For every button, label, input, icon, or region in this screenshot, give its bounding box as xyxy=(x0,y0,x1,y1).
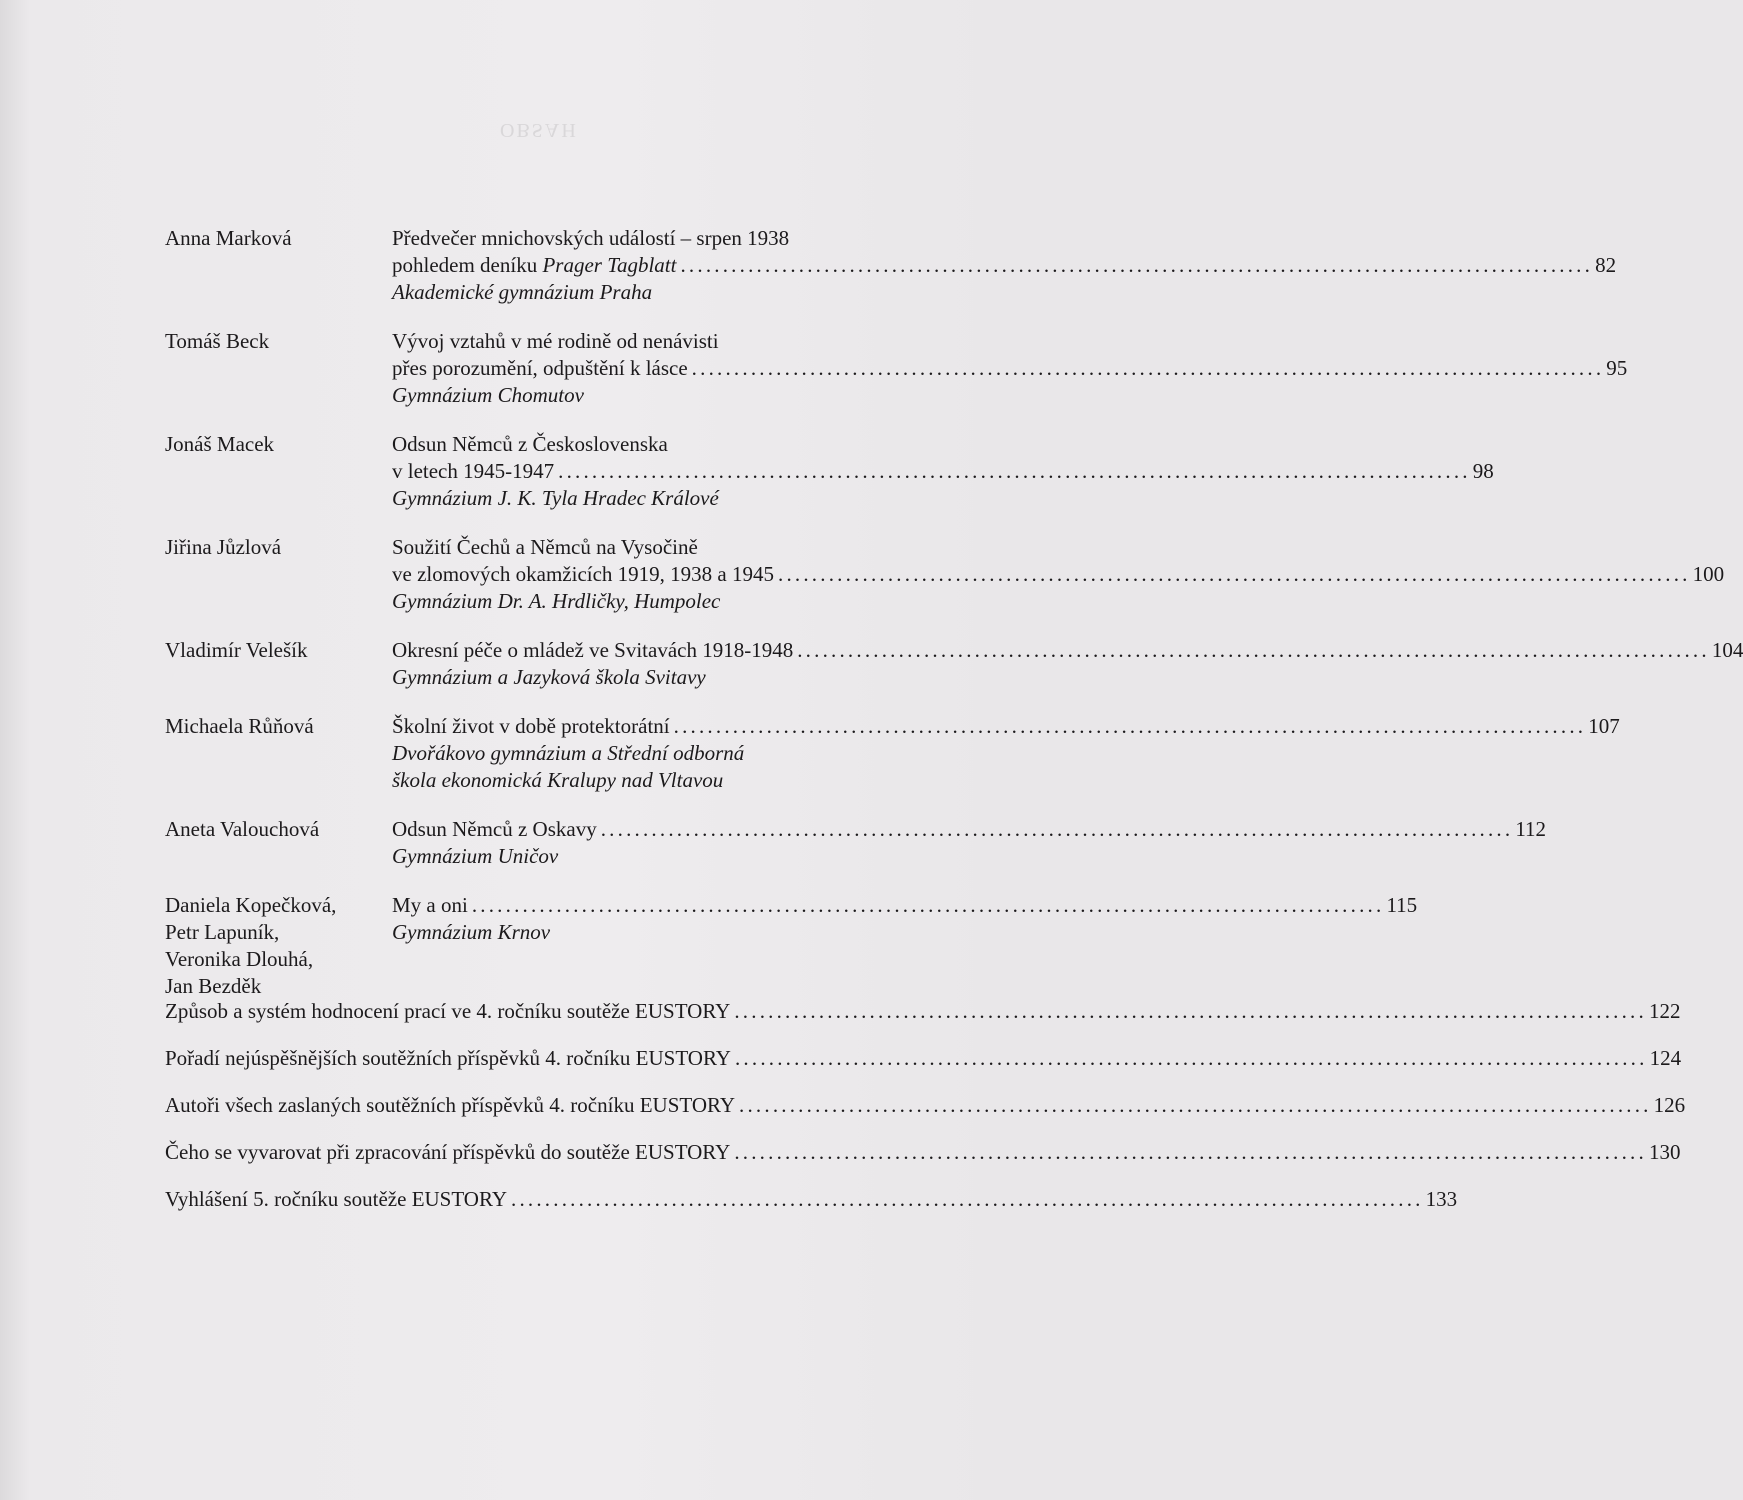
work-title-line xyxy=(392,816,1547,843)
page-number: 115 xyxy=(1386,893,1418,917)
author-name: Aneta Valouchová xyxy=(165,817,320,841)
entry-authors xyxy=(165,534,390,561)
toc-entry xyxy=(165,431,1494,512)
work-title: Školní život v době protektorátní xyxy=(392,714,670,738)
dot-leader: ............................................................................................................ xyxy=(739,1093,1652,1117)
general-list xyxy=(165,998,1686,1213)
work-title-line xyxy=(392,892,1418,919)
work-title: Okresní péče o mládež ve Svitavách 1918-1948 xyxy=(392,638,794,662)
general-title: Autoři všech zaslaných soutěžních příspěvků 4. ročníku EUSTORY xyxy=(165,1093,736,1117)
page-number: 82 xyxy=(1595,253,1617,277)
toc-entry xyxy=(165,713,1620,794)
dot-leader: ............................................................................................................ xyxy=(734,1046,1648,1070)
entry-authors xyxy=(165,328,390,355)
dot-leader: ............................................................................................................ xyxy=(778,562,1691,586)
work-title-line xyxy=(392,561,1725,588)
entry-authors xyxy=(165,892,390,1000)
entry-work xyxy=(392,816,1547,870)
page-number: 124 xyxy=(1649,1046,1682,1070)
page-number: 95 xyxy=(1606,356,1628,380)
toc-entry xyxy=(165,892,1418,998)
entry-work xyxy=(392,892,1418,946)
table-of-contents xyxy=(165,225,1743,1233)
bleed-through-heading: OBSAH xyxy=(500,119,578,141)
work-title: My a oni xyxy=(392,893,468,917)
school-name: Gymnázium Dr. A. Hrdličky, Humpolec xyxy=(392,589,721,613)
toc-entry xyxy=(165,534,1725,615)
dot-leader: ............................................................................................................ xyxy=(511,1187,1424,1211)
dot-leader: ............................................................................................................ xyxy=(691,356,1605,380)
dot-leader: ............................................................................................................ xyxy=(471,893,1385,917)
entry-authors xyxy=(165,816,390,843)
general-entry xyxy=(165,1186,1458,1213)
toc-entry xyxy=(165,328,1628,409)
entry-work xyxy=(392,328,1628,409)
work-title-line: Předvečer mnichovských událostí – srpen 1938 xyxy=(392,226,790,250)
page-number: 100 xyxy=(1692,562,1725,586)
page-number: 112 xyxy=(1515,817,1547,841)
toc-entry xyxy=(165,816,1547,870)
dot-leader: ............................................................................................................ xyxy=(734,1140,1647,1164)
general-title: Způsob a systém hodnocení prací ve 4. ročníku soutěže EUSTORY xyxy=(165,999,731,1023)
author-name: Jan Bezděk xyxy=(165,974,262,998)
dot-leader: ............................................................................................................ xyxy=(734,999,1647,1023)
page-number: 104 xyxy=(1711,638,1743,662)
work-title-line xyxy=(392,713,1620,740)
author-name: Anna Marková xyxy=(165,226,292,250)
entry-authors xyxy=(165,637,390,664)
work-title: v letech 1945-1947 xyxy=(392,459,555,483)
general-entry xyxy=(165,998,1681,1025)
school-name: Gymnázium J. K. Tyla Hradec Králové xyxy=(392,486,719,510)
general-entry xyxy=(165,1045,1682,1072)
dot-leader: ............................................................................................................ xyxy=(797,638,1710,662)
page-number: 126 xyxy=(1653,1093,1686,1117)
toc-entry xyxy=(165,637,1743,691)
work-title-line xyxy=(392,355,1628,382)
entry-work xyxy=(392,225,1617,306)
author-name: Michaela Růňová xyxy=(165,714,314,738)
work-title: přes porozumění, odpuštění k lásce xyxy=(392,356,688,380)
author-name: Tomáš Beck xyxy=(165,329,270,353)
work-title: Odsun Němců z Oskavy xyxy=(392,817,597,841)
author-name: Petr Lapuník, xyxy=(165,920,280,944)
school-name: Gymnázium Chomutov xyxy=(392,383,584,407)
work-title-line: Soužití Čechů a Němců na Vysočině xyxy=(392,535,698,559)
work-title-line xyxy=(392,458,1494,485)
newspaper-title: Prager Tagblatt xyxy=(542,253,677,277)
work-title-line: Odsun Němců z Československa xyxy=(392,432,668,456)
page-number: 107 xyxy=(1588,714,1620,738)
toc-entry xyxy=(165,225,1617,306)
page-number: 98 xyxy=(1472,459,1494,483)
general-title: Čeho se vyvarovat při zpracování příspěvků do soutěže EUSTORY xyxy=(165,1140,731,1164)
dot-leader: ............................................................................................................ xyxy=(558,459,1471,483)
entry-work xyxy=(392,534,1725,615)
author-name: Daniela Kopečková, xyxy=(165,893,337,917)
author-name: Veronika Dlouhá, xyxy=(165,947,314,971)
school-name: Gymnázium a Jazyková škola Svitavy xyxy=(392,665,706,689)
page-number: 133 xyxy=(1425,1187,1458,1211)
dot-leader: ............................................................................................................ xyxy=(600,817,1514,841)
general-title: Pořadí nejúspěšnějších soutěžních příspěvků 4. ročníku EUSTORY xyxy=(165,1046,731,1070)
work-title: pohledem deníku Prager Tagblatt xyxy=(392,253,677,277)
dot-leader: ............................................................................................................ xyxy=(673,714,1587,738)
page-number: 130 xyxy=(1648,1140,1681,1164)
work-title-line: Vývoj vztahů v mé rodině od nenávisti xyxy=(392,329,719,353)
entry-authors xyxy=(165,431,390,458)
entry-authors xyxy=(165,713,390,740)
entry-authors xyxy=(165,225,390,252)
school-name: škola ekonomická Kralupy nad Vltavou xyxy=(392,768,724,792)
school-name: Gymnázium Uničov xyxy=(392,844,559,868)
work-title-line xyxy=(392,637,1743,664)
page-number: 122 xyxy=(1648,999,1681,1023)
dot-leader: ............................................................................................................ xyxy=(680,253,1594,277)
entry-work xyxy=(392,431,1494,512)
general-title: Vyhlášení 5. ročníku soutěže EUSTORY xyxy=(165,1187,507,1211)
contribution-list xyxy=(165,225,1743,998)
author-name: Jiřina Jůzlová xyxy=(165,535,282,559)
general-entry xyxy=(165,1139,1681,1166)
school-name: Gymnázium Krnov xyxy=(392,920,551,944)
entry-work xyxy=(392,713,1620,794)
school-name: Akademické gymnázium Praha xyxy=(392,280,653,304)
work-title: ve zlomových okamžicích 1919, 1938 a 1945 xyxy=(392,562,774,586)
entry-work xyxy=(392,637,1743,691)
author-name: Jonáš Macek xyxy=(165,432,275,456)
work-title-line xyxy=(392,252,1617,279)
school-name: Dvořákovo gymnázium a Střední odborná xyxy=(392,741,745,765)
general-entry xyxy=(165,1092,1686,1119)
author-name: Vladimír Velešík xyxy=(165,638,308,662)
